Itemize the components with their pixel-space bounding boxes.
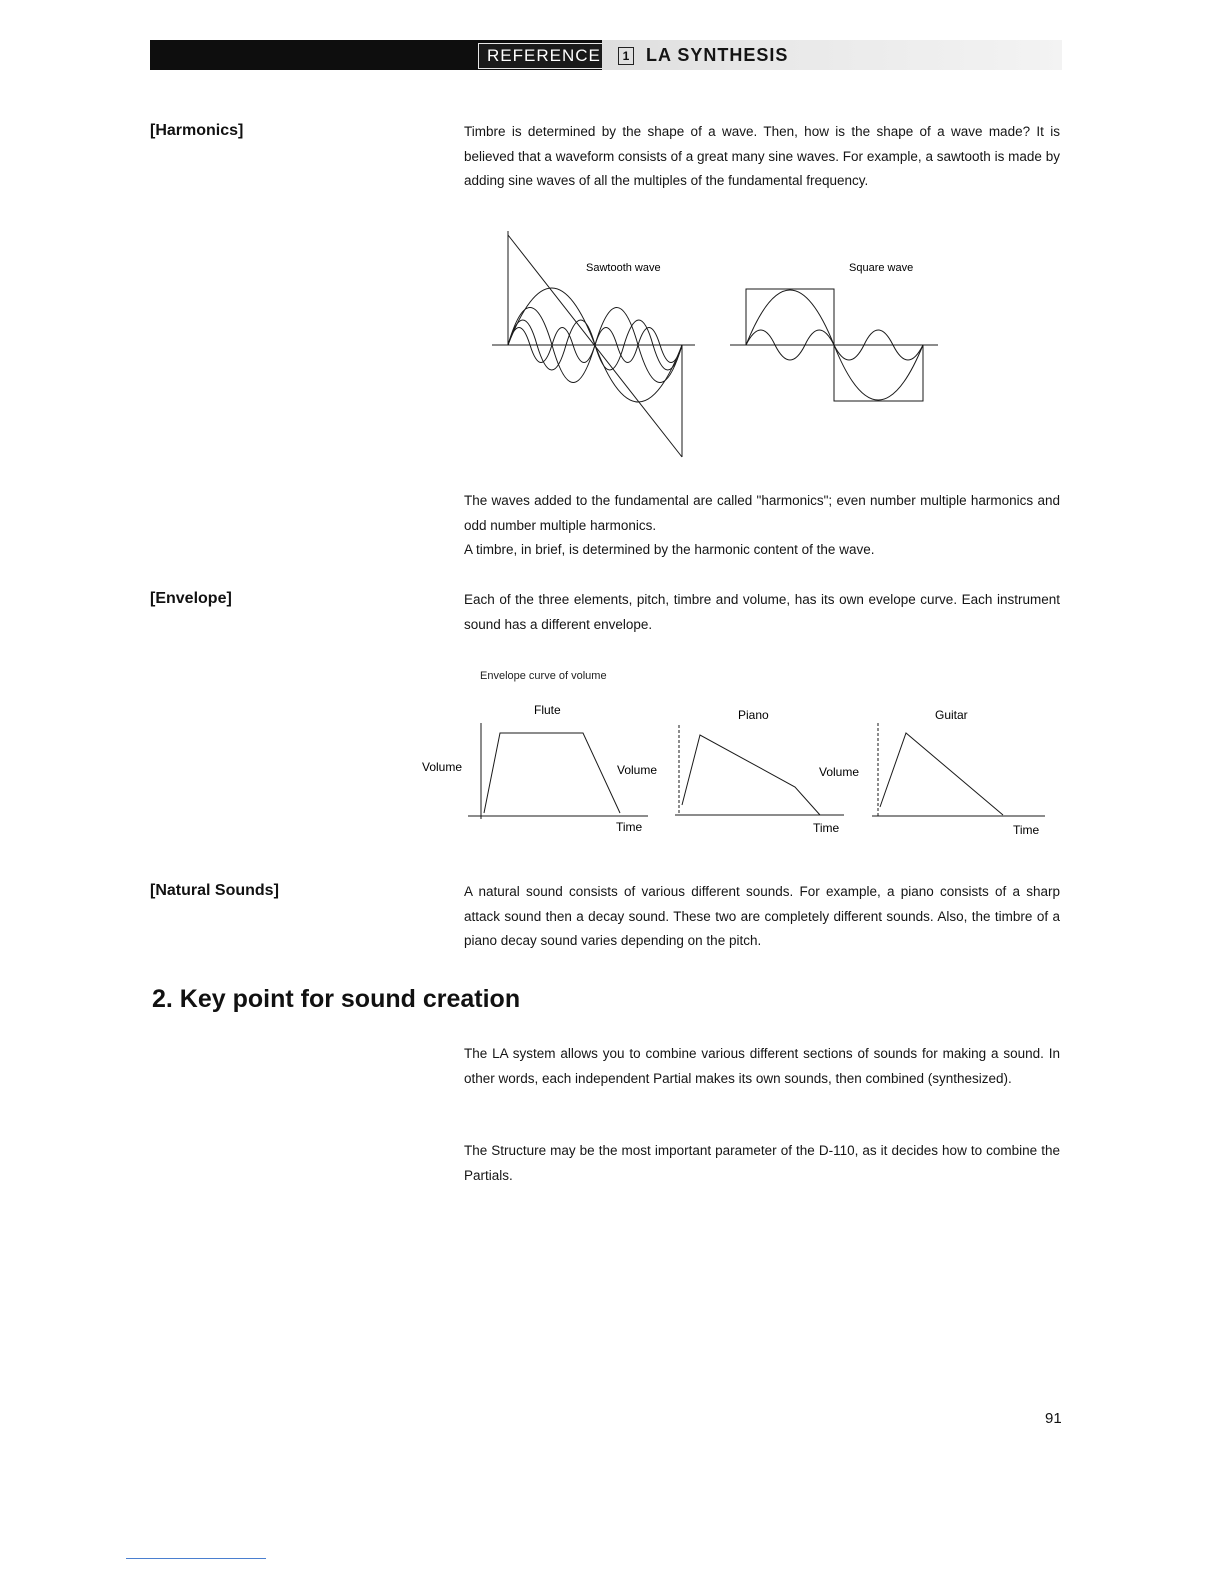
harmonics-intro-text: Timbre is determined by the shape of a wave. Then, how is the shape of a wave made? It is believed that a waveform consists of a great many sine waves. For example, a sawtooth is made by adding sine waves of all the multiples of the fundamental frequency. (464, 124, 1060, 188)
natural-sounds-heading: [Natural Sounds] (150, 882, 279, 899)
header-bar (150, 40, 1062, 70)
flute-y-label: Volume (422, 760, 463, 774)
envelope-text-block (464, 588, 1060, 637)
key-point-para-2: The Structure may be the most important parameter of the D-110, as it decides how to combine the Partials. (464, 1143, 1060, 1183)
page-number: 91 (1045, 1410, 1062, 1427)
key-point-para-1: The LA system allows you to combine various different sections of sounds for making a sound. In other words, each independent Partial makes its own sounds, then combined (synthesized). (464, 1046, 1060, 1086)
guitar-name: Guitar (935, 708, 968, 722)
sawtooth-label: Sawtooth wave (586, 262, 661, 274)
square-label: Square wave (849, 262, 914, 274)
chapter-title: LA SYNTHESIS (646, 45, 789, 65)
natural-sounds-block (464, 880, 1060, 954)
envelope-text: Each of the three elements, pitch, timbre and volume, has its own evelope curve. Each instrument sound has a different envelope. (464, 592, 1060, 632)
envelope-heading: [Envelope] (150, 590, 232, 607)
piano-name: Piano (738, 708, 769, 722)
guitar-y-label: Volume (819, 765, 860, 779)
piano-envelope-curve (682, 735, 820, 815)
flute-envelope-curve (484, 733, 620, 813)
harmonics-heading: [Harmonics] (150, 122, 244, 139)
flute-x-label: Time (616, 820, 643, 834)
chapter-banner (602, 40, 1062, 70)
key-point-title: 2. Key point for sound creation (152, 985, 521, 1013)
harmonics-after-1: The waves added to the fundamental are called "harmonics"; even number multiple harmonics and odd number multiple harmonics. (464, 493, 1060, 533)
key-point-para-2-block (464, 1139, 1060, 1188)
key-point-para-1-block (464, 1042, 1060, 1091)
harmonics-after (464, 489, 1060, 563)
harmonics-intro (464, 120, 1060, 194)
envelope-caption: Envelope curve of volume (480, 670, 607, 682)
piano-x-label: Time (813, 821, 840, 835)
bottom-rule (126, 1558, 266, 1559)
section-label: REFERENCE (478, 43, 610, 69)
natural-sounds-text: A natural sound consists of various different sounds. For example, a piano consists of a sharp attack sound then a decay sound. These two are completely different sounds. Also, the timbre of a piano decay sound varies depending on the pitch. (464, 884, 1060, 948)
guitar-x-label: Time (1013, 823, 1040, 837)
chapter-number: 1 (618, 47, 634, 65)
harmonics-figure (480, 225, 950, 470)
piano-y-label: Volume (617, 763, 658, 777)
harmonics-after-2: A timbre, in brief, is determined by the harmonic content of the wave. (464, 542, 875, 557)
flute-name: Flute (534, 703, 561, 717)
envelope-figure (420, 695, 1060, 845)
guitar-envelope-curve (880, 733, 1003, 815)
